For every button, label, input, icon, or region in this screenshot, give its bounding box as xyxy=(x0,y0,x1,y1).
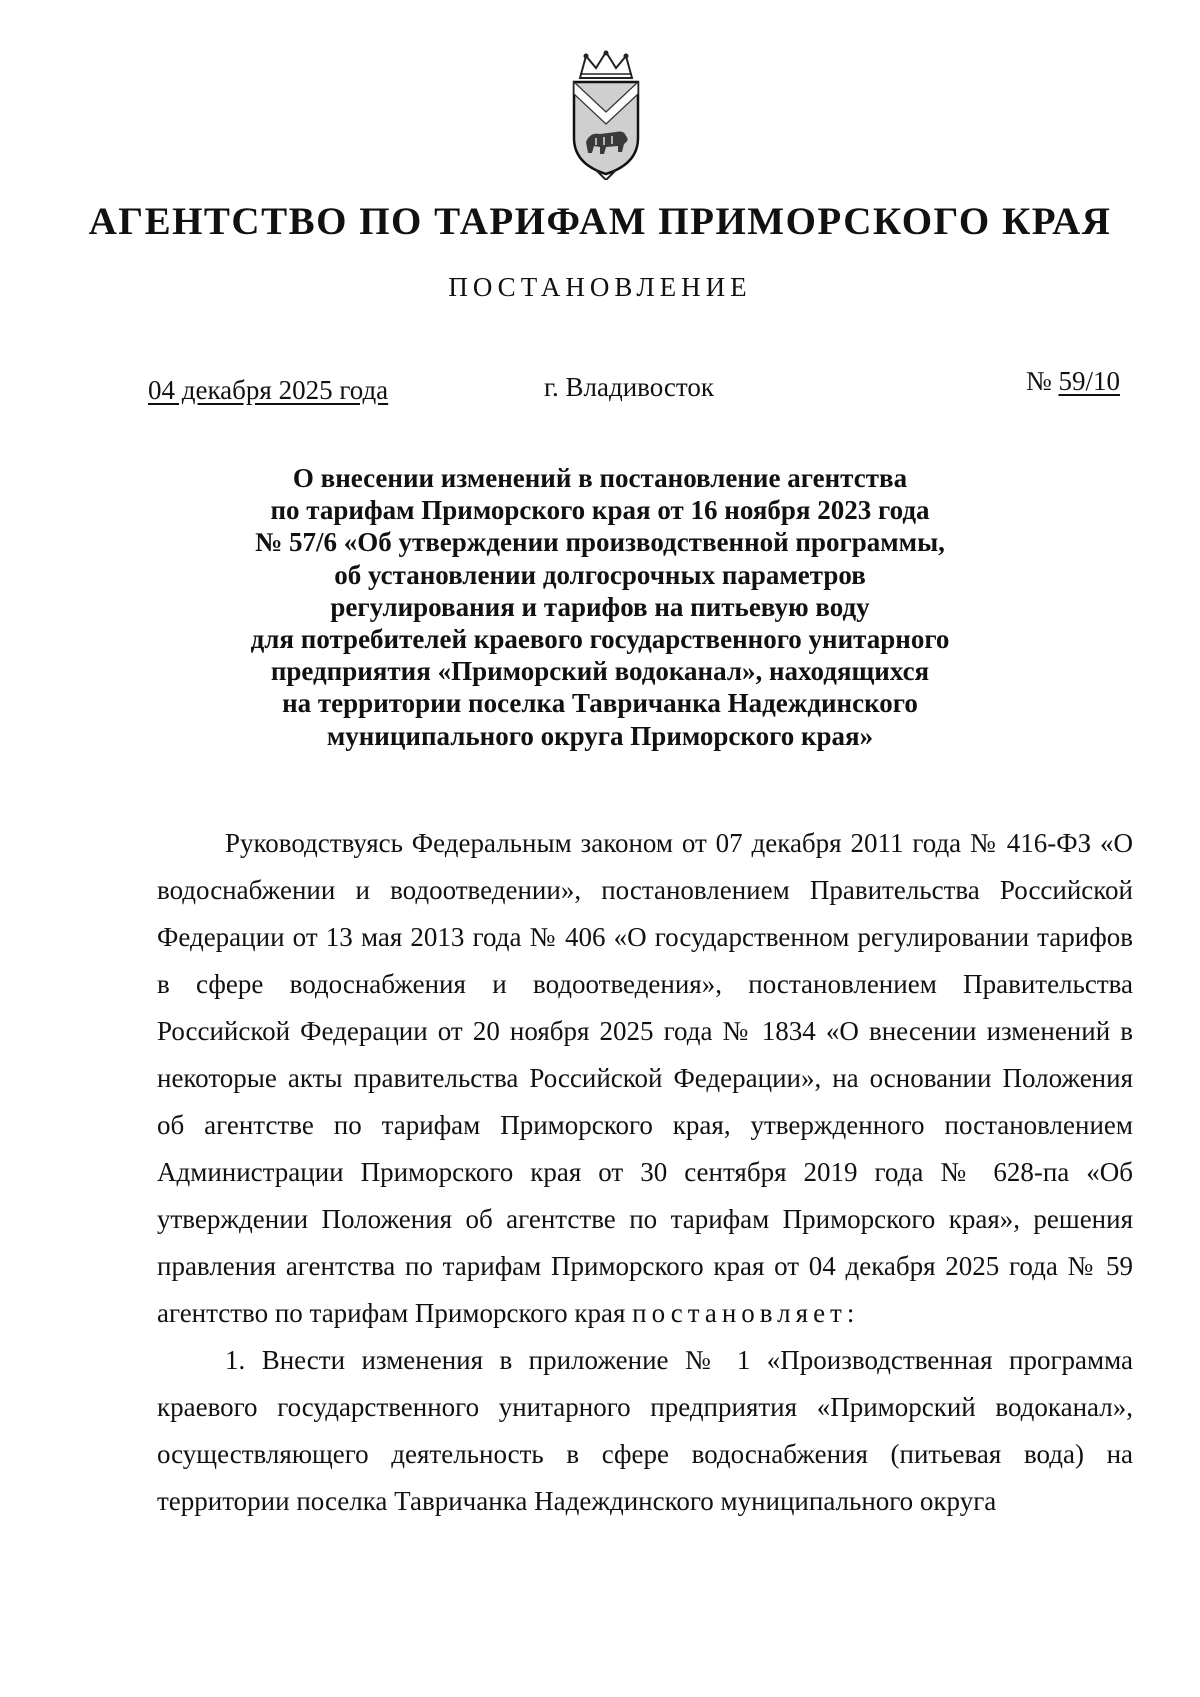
document-city: г. Владивосток xyxy=(544,372,714,402)
subject-line: № 57/6 «Об утверждении производственной программы, xyxy=(255,527,945,558)
subject-line: О внесении изменений в постановление агентства xyxy=(292,463,908,493)
subject-line: об установлении долгосрочных параметров xyxy=(334,559,866,590)
number-prefix: № xyxy=(1025,366,1052,396)
number-value: 59/10 xyxy=(1058,366,1120,396)
subject-line: муниципального округа Приморского края» xyxy=(326,720,874,751)
document-subject xyxy=(200,462,1000,752)
document-date: 04 декабря 2025 года xyxy=(148,375,389,405)
preamble-text: Руководствуясь Федеральным законом от 07 декабря 2011 года № 416-ФЗ «О водоснабжении и водоотведении», постановлением Правительства Российской Федерации от 13 мая 2013 года № 406 «О государственном регулировании тарифов в сфере водоснабжения и водоотведения», постановлением Правительства Российской Федерации от 20 ноября 2025 года № 1834 «О внесении изменений в некоторые акты правительства Российской Федерации», на основании Положения об агентстве по тарифам Приморского края, утвержденного постановлением Администрации Приморского края от 30 сентября 2019 года № 628-па «Об утверждении Положения об агентстве по тарифам Приморского края», решения правления агентства по тарифам Приморского края от 04 декабря 2025 года № 59 агентство по тарифам Приморского края xyxy=(157,828,1133,1328)
coat-of-arms-icon xyxy=(566,50,646,180)
subject-line: по тарифам Приморского края от 16 ноября 2023 года xyxy=(270,495,930,526)
subject-line: на территории поселка Тавричанка Надеждинского xyxy=(282,688,918,719)
preamble-paragraph xyxy=(157,820,1133,1337)
subject-line: регулирования и тарифов на питьевую воду xyxy=(330,591,870,622)
subject-line: предприятия «Приморский водоканал», находящихся xyxy=(270,656,930,687)
agency-title: АГЕНТСТВО ПО ТАРИФАМ ПРИМОРСКОГО КРАЯ xyxy=(88,200,1112,243)
document-body xyxy=(157,820,1133,1525)
document-type: ПОСТАНОВЛЕНИЕ xyxy=(448,272,752,302)
subject-line: для потребителей краевого государственного унитарного xyxy=(250,624,950,655)
decree-word: постановляет: xyxy=(632,1298,860,1328)
item-1-paragraph: 1. Внести изменения в приложение № 1 «Производственная программа краевого государственного унитарного предприятия «Приморский водоканал», осуществляющего деятельность в сфере водоснабжения (питьевая вода) на территории поселка Тавричанка Надеждинского муниципального округа xyxy=(157,1345,1133,1516)
document-number xyxy=(1026,366,1120,397)
